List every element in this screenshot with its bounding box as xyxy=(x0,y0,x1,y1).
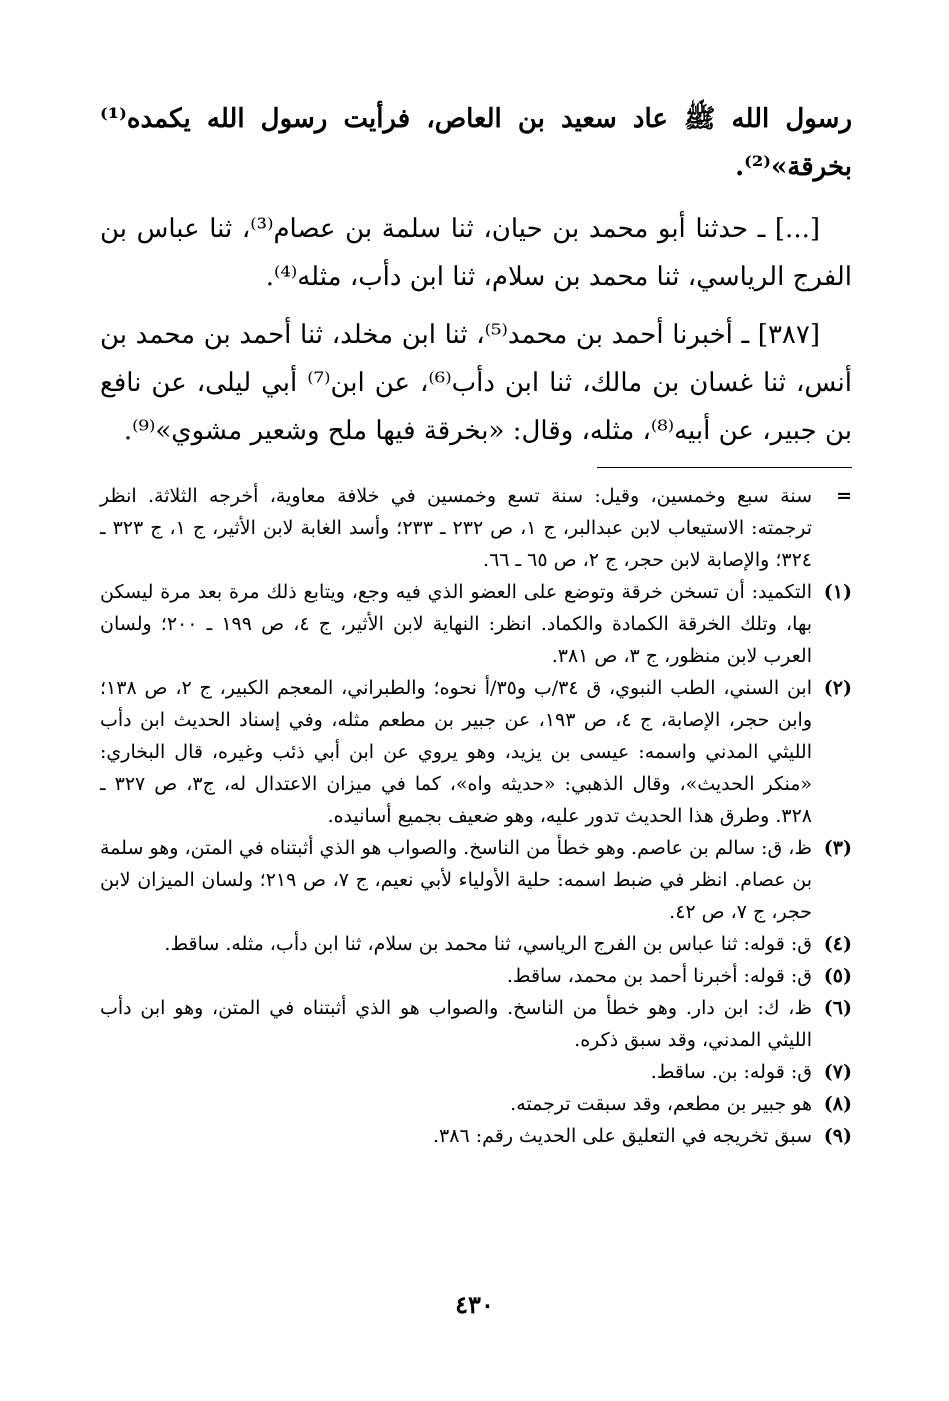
footnote-item xyxy=(100,672,852,832)
footnote-number: (٢) xyxy=(823,677,852,699)
paragraph-1: رسول الله ﷺ عاد سعيد بن العاص، فرأيت رسول الله يكمده⁽¹⁾ بخرقة»⁽²⁾. xyxy=(100,104,852,182)
main-text xyxy=(100,95,852,465)
footnote-text: سبق تخريجه في التعليق على الحديث رقم: ٣٨٦. xyxy=(433,1125,812,1147)
footnote-item xyxy=(100,1120,852,1152)
footnote-text: ظ، ق: سالم بن عاصم. وهو خطأ من الناسخ. والصواب هو الذي أثبتناه في المتن، وهو سلمة بن عصام. انظر في ضبط اسمه: حلية الأولياء لأبي نعيم، ج ٧، ص ٢١٩؛ ولسان الميزان لابن حجر، ج ٧، ص ٤٢. xyxy=(100,837,813,923)
footnote-number: (١) xyxy=(823,581,852,603)
footnote-text: ق: قوله: أخبرنا أحمد بن محمد، ساقط. xyxy=(506,965,812,987)
footnote-item xyxy=(100,832,852,928)
footnote-number: (٨) xyxy=(823,1093,852,1115)
footnote-text: ق: قوله: ثنا عباس بن الفرج الرياسي، ثنا محمد بن سلام، ثنا ابن دأب، مثله. ساقط. xyxy=(164,933,812,955)
footnote-item xyxy=(100,960,852,992)
footnote-item xyxy=(100,480,852,576)
footnote-item xyxy=(100,1088,852,1120)
footnote-text: ق: قوله: بن. ساقط. xyxy=(650,1061,812,1083)
footnote-text: ظ، ك: ابن دار. وهو خطأ من الناسخ. والصواب هو الذي أثبتناه في المتن، وهو ابن دأب الليثي المدني، وقد سبق ذكره. xyxy=(100,997,812,1051)
footnote-number: (٣) xyxy=(823,837,852,859)
footnote-number: (٩) xyxy=(823,1125,852,1147)
footnote-item xyxy=(100,1056,852,1088)
footnote-number: (٥) xyxy=(823,965,852,987)
footnote-separator xyxy=(597,467,852,468)
paragraph-3: [٣٨٧] ـ أخبرنا أحمد بن محمد⁽⁵⁾، ثنا ابن مخلد، ثنا أحمد بن محمد بن أنس، ثنا غسان بن مالك، ثنا ابن دأب⁽⁶⁾، عن ابن⁽⁷⁾ أبي ليلى، عن نافع بن جبير، عن أبيه⁽⁸⁾، مثله، وقال: «بخرقة فيها ملح وشعير مشوي»⁽⁹⁾. xyxy=(100,320,853,446)
footnote-text: هو جبير بن مطعم، وقد سبقت ترجمته. xyxy=(510,1093,812,1115)
footnote-number: (٧) xyxy=(823,1061,852,1083)
footnote-text: التكميد: أن تسخن خرقة وتوضع على العضو الذي فيه وجع، ويتابع ذلك مرة بعد مرة ليسكن بها، وتلك الخرقة الكمادة والكماد. انظر: النهاية لابن الأثير، ج ٤، ص ١٩٩ ـ ٢٠٠؛ ولسان العرب لابن منظور، ج ٣، ص ٣٨١. xyxy=(100,581,812,667)
footnotes xyxy=(100,480,852,1152)
footnote-item xyxy=(100,928,852,960)
footnote-number: (٦) xyxy=(823,997,852,1019)
footnote-number: = xyxy=(836,485,852,507)
footnote-item xyxy=(100,576,852,672)
paragraph-2: [...] ـ حدثنا أبو محمد بن حيان، ثنا سلمة بن عصام⁽³⁾، ثنا عباس بن الفرج الرياسي، ثنا محمد بن سلام، ثنا ابن دأب، مثله⁽⁴⁾. xyxy=(100,214,852,292)
page-number: ٤٣٠ xyxy=(455,1290,494,1319)
footnote-item xyxy=(100,992,852,1056)
footnote-text: ابن السني، الطب النبوي، ق ٣٤/ب و٣٥/أ نحوه؛ والطبراني، المعجم الكبير، ج ٢، ص ١٣٨؛ وابن حجر، الإصابة، ج ٤، ص ١٩٣، عن جبير بن مطعم مثله، وفي إسناد الحديث ابن دأب الليثي المدني واسمه: عيسى بن يزيد، وهو يروي عن ابن أبي ذئب وغيره، قال البخاري: «منكر الحديث»، وقال الذهبي: «حديثه واه»، كما في ميزان الاعتدال له، ج٣، ص ٣٢٧ ـ ٣٢٨. وطرق هذا الحديث تدور عليه، وهو ضعيف بجميع أسانيده. xyxy=(100,677,813,827)
footnote-number: (٤) xyxy=(823,933,852,955)
footnote-text: سنة سبع وخمسين، وقيل: سنة تسع وخمسين في خلافة معاوية، أخرجه الثلاثة. انظر ترجمته: الاستيعاب لابن عبدالبر، ج ١، ص ٢٣٢ ـ ٢٣٣؛ وأسد الغابة لابن الأثير، ج ١، ج ٣٢٣ ـ ٣٢٤؛ والإصابة لابن حجر، ج ٢، ص ٦٥ ـ ٦٦. xyxy=(100,485,812,571)
